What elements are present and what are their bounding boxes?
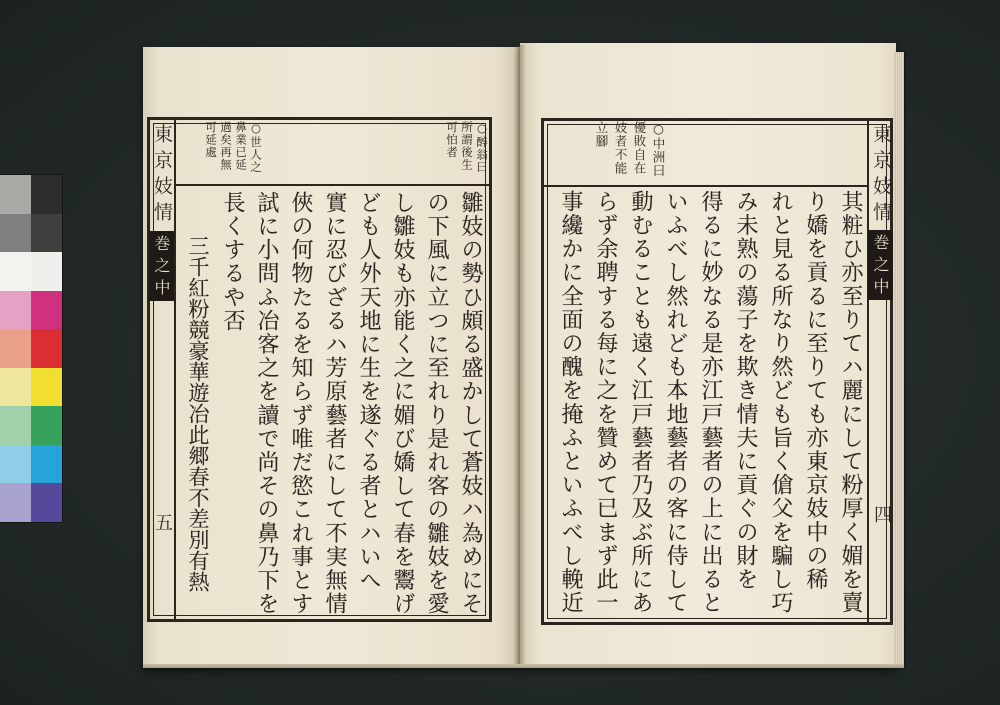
- color-patch: [0, 291, 31, 330]
- color-patch: [31, 445, 62, 484]
- text-column: 得るに妙なる是亦江戸藝者の上に出ると: [698, 190, 723, 615]
- left-headnote-rule: [175, 184, 490, 186]
- right-page-number: 四: [871, 505, 892, 523]
- text-column: 俠の何物たるを知らず唯だ慾これ事とす: [288, 191, 313, 616]
- text-column: れと見る所なり然ども旨く傖父を騙し巧: [768, 190, 793, 615]
- text-column: 事纔かに全面の醜を掩ふといふべし輓近: [558, 190, 583, 615]
- right-headnote: [592, 121, 668, 183]
- right-headnote-rule: [543, 185, 868, 187]
- headnote-column: 可延處: [204, 121, 218, 159]
- text-column: の下風に立つに至れり是れ客の雛妓を愛: [424, 191, 449, 616]
- text-column: いふべし然れども本地藝者の客に侍して: [663, 190, 688, 615]
- headnote-column: 妓者不能: [613, 121, 628, 175]
- headnote-column: 可怕者: [445, 121, 459, 159]
- color-patch: [31, 214, 62, 253]
- color-patch: [0, 445, 31, 484]
- text-column: ども人外天地に生を遂ぐる者とハいへ: [356, 191, 381, 593]
- color-patch: [31, 291, 62, 330]
- color-patch: [31, 329, 62, 368]
- text-column: 動むることも遠く江戸藝者乃及ぶ所にあ: [628, 190, 653, 615]
- headnote-column: 立腳: [594, 121, 609, 148]
- color-patch: [0, 214, 31, 253]
- headnote-column: ○世人之: [249, 121, 263, 174]
- right-main-text: [553, 190, 868, 620]
- text-column: 雛妓の勢ひ頗る盛かして蒼妓ハ為めにそ: [458, 191, 483, 616]
- text-column: 實に忍びざるハ芳原藝者にして不実無情: [322, 191, 347, 616]
- right-volume-label: 巻之中: [868, 230, 893, 300]
- right-running-title: 東京妓情: [870, 124, 892, 228]
- left-running-title: 東京妓情: [151, 124, 173, 228]
- text-column: し雛妓も亦能く之に媚び嬌して春を鬻げ: [390, 191, 415, 616]
- color-patch: [0, 406, 31, 445]
- left-page-number: 五: [152, 513, 173, 531]
- color-patch: [0, 483, 31, 522]
- color-patch: [31, 368, 62, 407]
- headnote-column: 優敗自在: [632, 121, 647, 175]
- color-patch: [31, 483, 62, 522]
- left-margin-rule: [174, 117, 176, 622]
- color-patch: [0, 368, 31, 407]
- text-column: り嬌を貢るに至りても亦東京妓中の稀: [803, 190, 828, 592]
- color-patch: [0, 252, 31, 291]
- headnote-column: 鼻業已延: [234, 121, 248, 171]
- headnote-column: ○中洲曰: [651, 121, 666, 178]
- left-main-text: [181, 191, 487, 617]
- text-column: み未熟の蕩子を欺き情夫に貢ぐの財を: [733, 190, 758, 592]
- color-patch: [31, 175, 62, 214]
- book-spine-gutter: [514, 45, 526, 668]
- text-column: 試に小問ふ冶客之を讀で尚その鼻乃下を: [254, 191, 279, 616]
- verse-column: 三千紅粉競豪華遊冶此郷春不差別有熱: [186, 235, 210, 592]
- left-volume-label: 巻之中: [149, 231, 174, 301]
- color-patch: [31, 252, 62, 291]
- left-headnote-left-group: [203, 121, 263, 183]
- page-edge-stack: [895, 52, 904, 666]
- color-patch: [0, 329, 31, 368]
- text-column: 長くするや否: [220, 191, 245, 333]
- text-column: 其粧ひ亦至りてハ麗にして粉厚く媚を賣: [838, 190, 863, 615]
- book-bottom-edge: [143, 664, 904, 668]
- color-calibration-chart: [0, 175, 62, 522]
- color-patch: [0, 175, 31, 214]
- headnote-column: 過矣再無: [219, 121, 233, 171]
- headnote-column: ○醉翁曰: [475, 121, 489, 174]
- text-column: らず余聘する每に之を贊めて已まず此一: [593, 190, 618, 615]
- headnote-column: 所謂後生: [460, 121, 474, 171]
- color-patch: [31, 406, 62, 445]
- left-headnote-right-group: [444, 121, 489, 183]
